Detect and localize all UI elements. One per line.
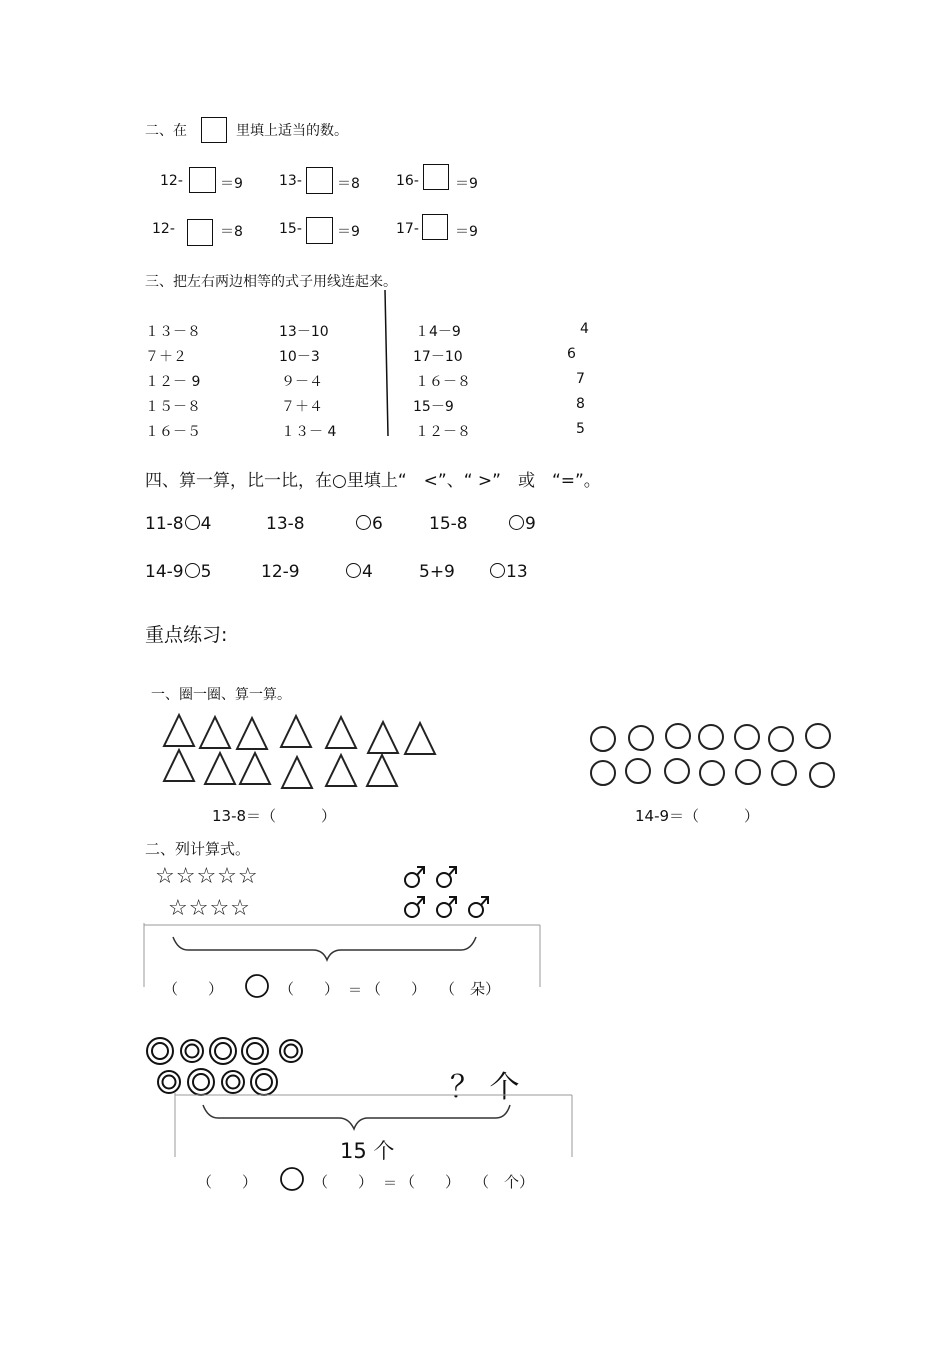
eq1-blank1: （ ） bbox=[163, 980, 224, 998]
compare-expr bbox=[145, 562, 211, 582]
circle-icon bbox=[806, 724, 830, 748]
eq2-blank1: （ ） bbox=[197, 1173, 258, 1191]
compare-left: 12-9 bbox=[261, 562, 300, 582]
eq2-equals: ＝ bbox=[383, 1176, 397, 1192]
number-col4: 6 bbox=[567, 346, 576, 362]
expr-col3: １６－８ bbox=[415, 374, 471, 390]
triangle-icon bbox=[326, 717, 356, 748]
expr-col2: ９－４ bbox=[281, 374, 323, 390]
stars-row2: ☆☆☆☆ bbox=[168, 896, 251, 921]
answer-box[interactable] bbox=[189, 167, 216, 193]
question-count: ？ 个 bbox=[450, 1070, 520, 1105]
expr-col1: １２－ 9 bbox=[145, 374, 201, 390]
section2-heading-prefix: 二、在 bbox=[145, 123, 187, 139]
double-circle-icon bbox=[242, 1038, 268, 1064]
triangle-icon bbox=[368, 722, 398, 753]
triangle-group bbox=[160, 712, 450, 792]
operator-circle[interactable] bbox=[244, 973, 270, 999]
compare-expr bbox=[355, 514, 383, 534]
eq-left: 16- bbox=[396, 173, 419, 189]
eq-right: ＝9 bbox=[220, 176, 243, 192]
eq1-unit: （ 朵） bbox=[440, 980, 501, 998]
curly-brace-icon bbox=[203, 1105, 510, 1129]
male-sign-icon bbox=[405, 867, 424, 887]
triangle-icon bbox=[200, 717, 230, 748]
double-circle-icon bbox=[147, 1038, 173, 1064]
circle-icon bbox=[769, 727, 793, 751]
flower-group bbox=[400, 860, 500, 920]
expr-col1: １３－８ bbox=[145, 324, 201, 340]
triangle-icon bbox=[326, 755, 356, 786]
q1-equation-left: 13-8＝（ ） bbox=[212, 807, 337, 825]
curly-brace-icon bbox=[173, 937, 476, 960]
triangle-icon bbox=[164, 750, 194, 781]
double-circle-icon bbox=[181, 1040, 203, 1062]
expr-col3: 15－9 bbox=[413, 399, 454, 415]
eq2-blank3: （ ） bbox=[400, 1173, 461, 1191]
double-circle-icon bbox=[222, 1071, 244, 1093]
compare-left: 14-9 bbox=[145, 562, 184, 582]
expr-col1: ７＋２ bbox=[145, 349, 187, 365]
answer-box[interactable] bbox=[423, 164, 449, 190]
circle-icon bbox=[666, 724, 690, 748]
male-sign-icon bbox=[437, 897, 456, 917]
section4-heading: 四、算一算，比一比，在○里填上“ <”、“ >” 或 “=”。 bbox=[145, 471, 601, 491]
stars-row1: ☆☆☆☆☆ bbox=[155, 864, 259, 889]
triangle-icon bbox=[405, 723, 435, 754]
eq-right: ＝8 bbox=[337, 176, 360, 192]
male-sign-icon bbox=[437, 867, 456, 887]
divider-line bbox=[382, 290, 392, 440]
circle-icon bbox=[629, 726, 653, 750]
circle-group bbox=[585, 718, 845, 798]
expr-col2: 13－10 bbox=[279, 324, 329, 340]
male-sign-icon bbox=[469, 897, 488, 917]
total-count: 15 个 bbox=[340, 1139, 395, 1163]
compare-left: 15-8 bbox=[429, 514, 468, 534]
circle-icon bbox=[810, 763, 834, 787]
eq1-blank3: （ ） bbox=[366, 980, 427, 998]
compare-right: 13 bbox=[506, 562, 528, 582]
compare-left: 11-8 bbox=[145, 514, 184, 534]
compare-expr bbox=[145, 514, 211, 534]
circle-icon bbox=[735, 725, 759, 749]
double-circle-icon bbox=[280, 1040, 302, 1062]
expr-col2: 10－3 bbox=[279, 349, 320, 365]
circle-icon bbox=[626, 759, 650, 783]
key-practice-title: 重点练习: bbox=[145, 624, 228, 646]
compare-circle[interactable] bbox=[356, 515, 371, 530]
expr-col3: １２－８ bbox=[415, 424, 471, 440]
eq-right: ＝8 bbox=[220, 224, 243, 240]
compare-expr bbox=[508, 514, 536, 534]
eq-right: ＝9 bbox=[337, 224, 360, 240]
compare-right: 6 bbox=[372, 514, 383, 534]
compare-circle[interactable] bbox=[346, 563, 361, 578]
section2-heading-suffix: 里填上适当的数。 bbox=[236, 123, 348, 139]
compare-right: 5 bbox=[200, 562, 212, 582]
eq-right: ＝9 bbox=[455, 224, 478, 240]
circle-icon bbox=[591, 727, 615, 751]
eq-left: 12- bbox=[152, 221, 175, 237]
q2-heading: 二、列计算式。 bbox=[145, 840, 251, 858]
triangle-icon bbox=[282, 757, 312, 788]
circle-icon bbox=[736, 760, 760, 784]
compare-circle[interactable] bbox=[185, 515, 200, 530]
eq-left: 17- bbox=[396, 221, 419, 237]
triangle-icon bbox=[205, 753, 235, 784]
section3-heading: 三、把左右两边相等的式子用线连起来。 bbox=[145, 274, 397, 290]
operator-circle[interactable] bbox=[279, 1166, 305, 1192]
double-circle-icon bbox=[188, 1069, 214, 1095]
eq1-equals: ＝ bbox=[348, 983, 362, 999]
triangle-icon bbox=[240, 753, 270, 784]
sample-answer-box bbox=[201, 117, 227, 143]
compare-circle[interactable] bbox=[490, 563, 505, 578]
eq-left: 12- bbox=[160, 173, 183, 189]
eq1-blank2: （ ） bbox=[279, 980, 340, 998]
expr-col3: １4－9 bbox=[415, 324, 461, 340]
double-circle-icon bbox=[251, 1069, 277, 1095]
triangle-icon bbox=[164, 715, 194, 746]
compare-left: 5+9 bbox=[419, 562, 455, 582]
eq-right: ＝9 bbox=[455, 176, 478, 192]
compare-circle[interactable] bbox=[509, 515, 524, 530]
circle-icon bbox=[591, 761, 615, 785]
circle-icon bbox=[699, 725, 723, 749]
answer-box[interactable] bbox=[187, 219, 213, 246]
number-col4: 8 bbox=[576, 396, 585, 412]
eq2-blank2: （ ） bbox=[313, 1173, 374, 1191]
triangle-icon bbox=[281, 716, 311, 747]
double-circle-icon bbox=[158, 1071, 180, 1093]
eq-left: 15- bbox=[279, 221, 302, 237]
answer-box[interactable] bbox=[306, 167, 333, 194]
compare-expr bbox=[489, 562, 528, 582]
answer-box[interactable] bbox=[422, 214, 448, 240]
expr-col1: １６－５ bbox=[145, 424, 201, 440]
q1-heading: 一、圈一圈、算一算。 bbox=[151, 687, 291, 703]
compare-right: 9 bbox=[525, 514, 536, 534]
compare-right: 4 bbox=[362, 562, 373, 582]
expr-col3: 17－10 bbox=[413, 349, 463, 365]
circle-icon bbox=[772, 761, 796, 785]
answer-box[interactable] bbox=[306, 217, 333, 244]
number-col4: 4 bbox=[580, 321, 589, 337]
compare-expr bbox=[345, 562, 373, 582]
circle-icon bbox=[700, 761, 724, 785]
compare-circle[interactable] bbox=[185, 563, 200, 578]
compare-left: 13-8 bbox=[266, 514, 305, 534]
double-circle-icon bbox=[210, 1038, 236, 1064]
eq-left: 13- bbox=[279, 173, 302, 189]
expr-col2: １３－ 4 bbox=[281, 424, 337, 440]
male-sign-icon bbox=[405, 897, 424, 917]
triangle-icon bbox=[367, 755, 397, 786]
eq2-unit: （ 个） bbox=[474, 1173, 535, 1191]
number-col4: 5 bbox=[576, 421, 585, 437]
number-col4: 7 bbox=[576, 371, 585, 387]
triangle-icon bbox=[237, 718, 267, 749]
expr-col1: １５－８ bbox=[145, 399, 201, 415]
expr-col2: ７＋４ bbox=[281, 399, 323, 415]
circle-icon bbox=[665, 759, 689, 783]
q1-equation-right: 14-9＝（ ） bbox=[635, 807, 760, 825]
compare-right: 4 bbox=[200, 514, 212, 534]
